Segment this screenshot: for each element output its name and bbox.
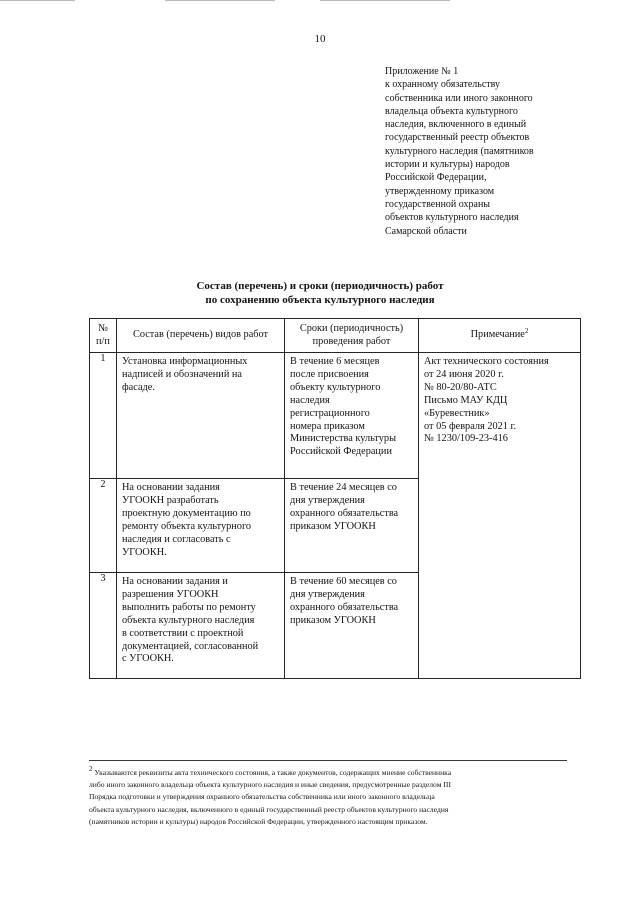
cell-line: охранного обязательства (290, 601, 399, 613)
cell-line: разрешения УГООКН (122, 588, 219, 600)
row-notes (419, 353, 581, 679)
cell-line: УГООКН разработать (122, 494, 219, 506)
cell-line: «Буревестник» (424, 407, 490, 419)
footnote-text: Указываются реквизиты акта технического состояния, а также документов, содержащих мнение собственника (94, 768, 452, 777)
appendix-line: истории и культуры) народов (385, 159, 510, 171)
cell-line: УГООКН. (122, 546, 167, 558)
row-number: 1 (90, 353, 117, 479)
appendix-line: собственника или иного законного (385, 92, 533, 104)
cell-line: № 80-20/80-АТС (424, 381, 497, 393)
cell-line: дня утверждения (290, 494, 365, 506)
cell-line: № 1230/109-23-416 (424, 433, 508, 445)
cell-line: регистрационного (290, 407, 370, 419)
works-table (89, 318, 581, 679)
document-title (0, 279, 640, 307)
title-line: Состав (перечень) и сроки (периодичность) работ (196, 280, 444, 292)
appendix-line: государственный реестр объектов (385, 132, 530, 144)
header-text: п/п (96, 335, 110, 347)
appendix-line: Приложение № 1 (385, 66, 459, 77)
cell-line: после присвоения (290, 368, 369, 380)
cell-line: наследия и согласовать с (122, 533, 231, 545)
footnote-divider (89, 760, 567, 761)
row-works (117, 353, 285, 479)
appendix-line: утвержденному приказом (385, 185, 495, 197)
cell-line: Установка информационных (122, 356, 248, 367)
header-number (90, 319, 117, 353)
scan-top-edge-left (0, 0, 75, 1)
scan-top-edge-middle (165, 0, 275, 1)
scan-top-edge-right (320, 0, 450, 1)
cell-line: наследия (290, 394, 330, 406)
cell-line: фасаде. (122, 381, 155, 393)
cell-line: надписей и обозначений на (122, 368, 242, 380)
cell-line: дня утверждения (290, 588, 365, 600)
cell-line: приказом УГООКН (290, 614, 376, 626)
header-text: № (98, 322, 108, 334)
cell-line: ремонту объекта культурного (122, 520, 252, 532)
header-notes (419, 319, 581, 353)
header-text: Состав (перечень) видов работ (132, 329, 269, 341)
row-terms (285, 353, 419, 479)
appendix-line: к охранному обязательству (385, 79, 501, 91)
cell-line: приказом УГООКН (290, 520, 376, 532)
page-number: 10 (314, 33, 326, 45)
cell-line: документацией, согласованной (122, 640, 259, 652)
header-works (117, 319, 285, 353)
cell-line: от 05 февраля 2021 г. (424, 420, 517, 432)
cell-line: В течение 60 месяцев со (290, 576, 397, 587)
footnote-mark: 2 (89, 765, 93, 773)
cell-line: объекту культурного (290, 381, 381, 393)
appendix-line: владельца объекта культурного (385, 105, 518, 117)
cell-line: На основании задания (122, 482, 220, 493)
header-terms (285, 319, 419, 353)
header-text: проведения работ (312, 335, 391, 347)
table-header-row (90, 319, 581, 353)
footnote-line: (памятников истории и культуры) народов Российской Федерации, утвержденного настоящим приказом. (89, 816, 428, 826)
row-number: 3 (90, 573, 117, 679)
cell-line: На основании задания и (122, 576, 228, 587)
cell-line: выполнить работы по ремонту (122, 601, 256, 613)
cell-line: номера приказом (290, 420, 365, 432)
cell-line: Министерства культуры (290, 433, 396, 445)
cell-line: от 24 июня 2020 г. (424, 368, 504, 380)
appendix-line: Самарской области (385, 225, 467, 237)
title-line: по сохранению объекта культурного наследия (205, 294, 435, 306)
header-text: Примечание (470, 329, 525, 341)
appendix-line: Российской Федерации, (385, 172, 487, 184)
cell-line: объекта культурного наследия (122, 614, 255, 626)
appendix-line: государственной охраны (385, 198, 491, 210)
appendix-header (385, 65, 590, 238)
row-works (117, 573, 285, 679)
appendix-line: наследия, включенного в единый (385, 119, 527, 131)
footnote-line: объекта культурного наследия, включенного в единый государственный реестр объектов культурного наследия (89, 804, 449, 814)
table-row (90, 353, 581, 479)
cell-line: с УГООКН. (122, 653, 174, 665)
cell-line: охранного обязательства (290, 507, 399, 519)
header-text: Сроки (периодичность) (299, 322, 404, 334)
footnote-line: либо иного законного владельца объекта культурного наследия и иные сведения, предусмотренные разделом III (89, 780, 451, 790)
row-terms (285, 479, 419, 573)
row-terms (285, 573, 419, 679)
footnote-line: Порядка подготовки и утверждения охранного обязательства собственника или иного законного владельца (89, 792, 435, 802)
cell-line: В течение 6 месяцев (290, 356, 380, 367)
row-number: 2 (90, 479, 117, 573)
appendix-line: объектов культурного наследия (385, 212, 519, 224)
cell-line: Российской Федерации (290, 446, 392, 458)
cell-line: проектную документацию по (122, 507, 251, 519)
cell-line: Письмо МАУ КДЦ (424, 394, 508, 406)
footnote-reference: 2 (524, 327, 529, 336)
cell-line: В течение 24 месяцев со (290, 482, 397, 493)
row-works (117, 479, 285, 573)
footnote (89, 767, 569, 828)
cell-line: Акт технического состояния (424, 356, 549, 367)
cell-line: в соответствии с проектной (122, 627, 244, 639)
appendix-line: культурного наследия (памятников (385, 145, 534, 157)
footnote-line (89, 767, 569, 779)
